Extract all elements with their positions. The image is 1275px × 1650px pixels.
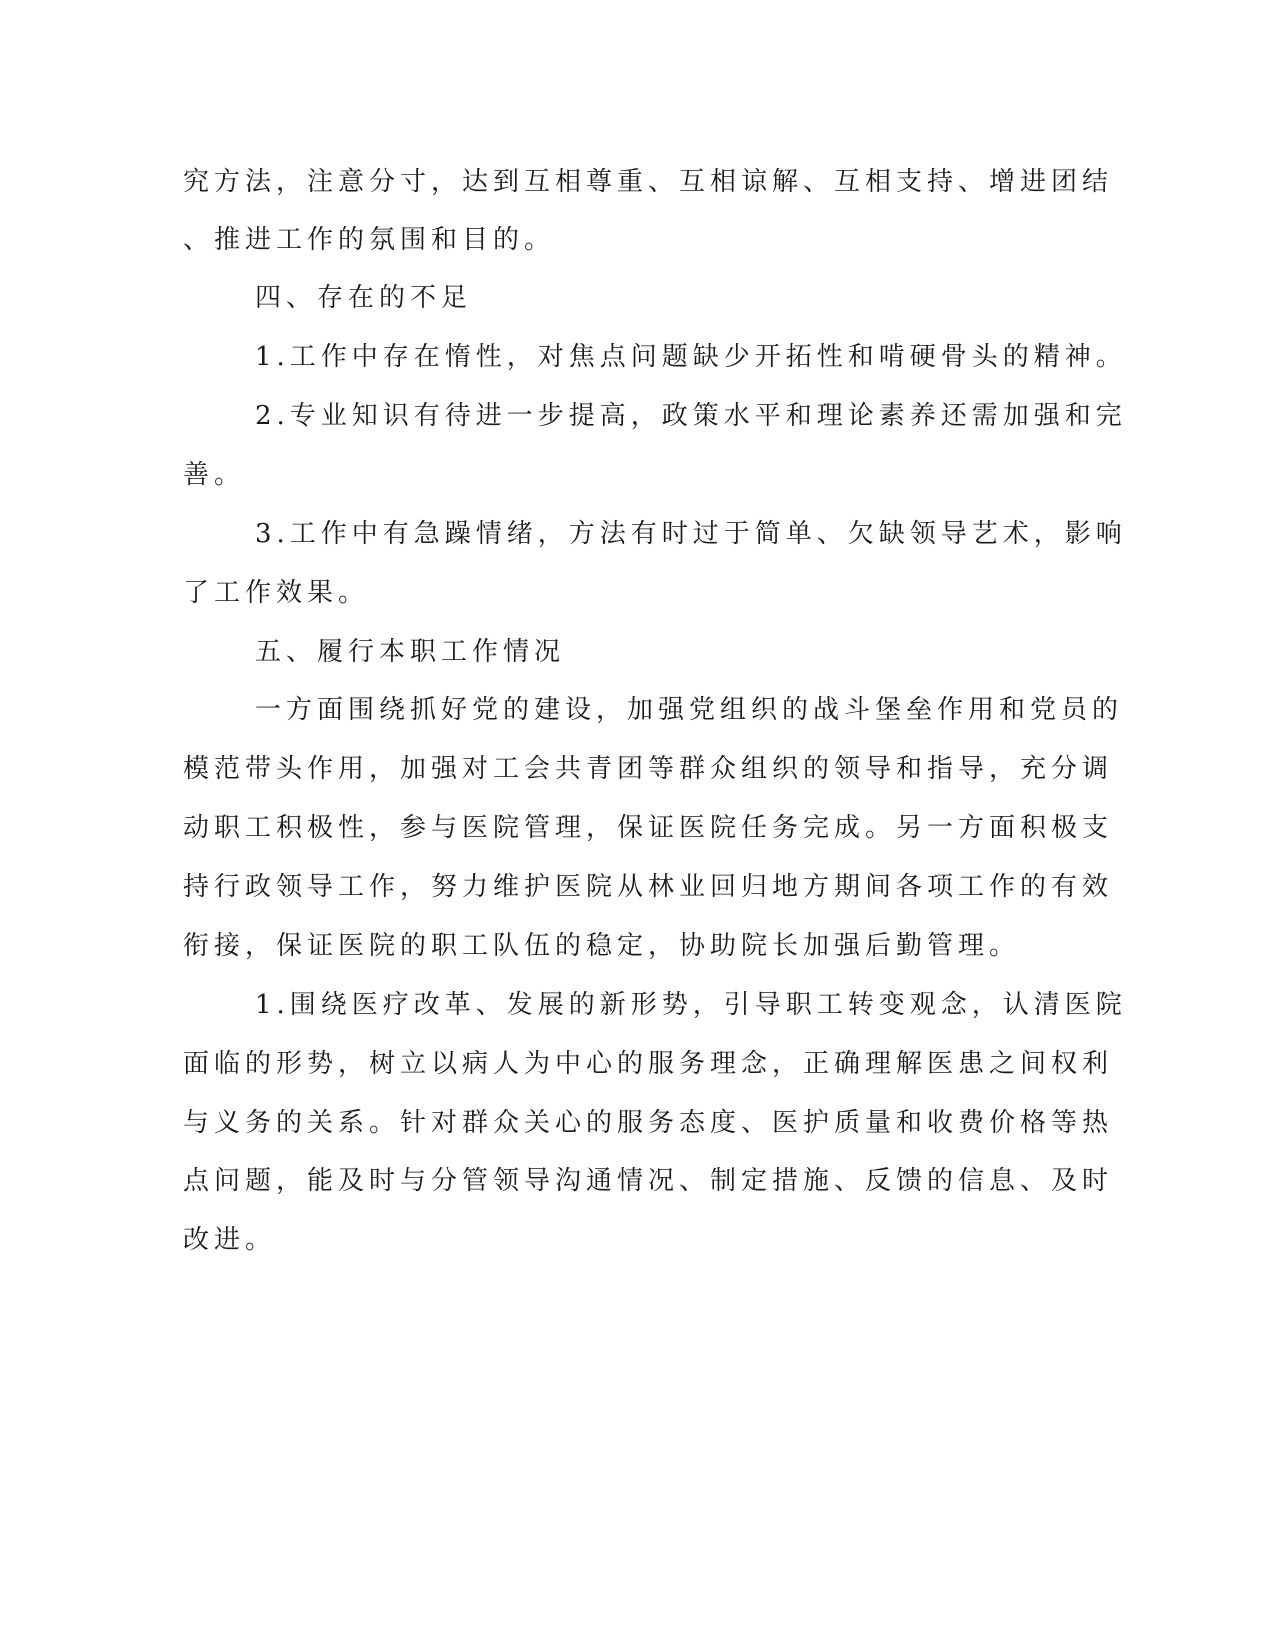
paragraph-line: 、推进工作的氛围和目的。	[183, 225, 556, 255]
paragraph-line: 善。	[183, 460, 246, 490]
paragraph-line: 与义务的关系。针对群众关心的服务态度、医护质量和收费价格等热	[183, 1108, 1114, 1138]
list-item: 2.专业知识有待进一步提高，政策水平和理论素养还需加强和完	[255, 401, 1127, 431]
paragraph-line: 动职工积极性，参与医院管理，保证医院任务完成。另一方面积极支	[183, 813, 1114, 843]
paragraph-line: 面临的形势，树立以病人为中心的服务理念，正确理解医患之间权利	[183, 1049, 1114, 1079]
paragraph-line: 究方法，注意分寸，达到互相尊重、互相谅解、互相支持、增进团结	[183, 167, 1114, 197]
paragraph-line: 点问题，能及时与分管领导沟通情况、制定措施、反馈的信息、及时	[183, 1166, 1114, 1196]
list-item: 1.围绕医疗改革、发展的新形势，引导职工转变观念，认清医院	[255, 990, 1127, 1020]
paragraph-line: 衔接，保证医院的职工队伍的稳定，协助院长加强后勤管理。	[183, 931, 1021, 961]
section-heading: 四、存在的不足	[255, 283, 473, 313]
section-heading: 五、履行本职工作情况	[255, 637, 566, 667]
paragraph-line: 一方面围绕抓好党的建设，加强党组织的战斗堡垒作用和党员的	[255, 695, 1124, 725]
paragraph-line: 模范带头作用，加强对工会共青团等群众组织的领导和指导，充分调	[183, 754, 1114, 784]
list-item: 3.工作中有急躁情绪，方法有时过于简单、欠缺领导艺术，影响	[255, 519, 1127, 549]
paragraph-line: 改进。	[183, 1225, 277, 1255]
list-item: 1.工作中存在惰性，对焦点问题缺少开拓性和啃硬骨头的精神。	[255, 342, 1127, 372]
paragraph-line: 了工作效果。	[183, 578, 370, 608]
paragraph-line: 持行政领导工作，努力维护医院从林业回归地方期间各项工作的有效	[183, 872, 1114, 902]
